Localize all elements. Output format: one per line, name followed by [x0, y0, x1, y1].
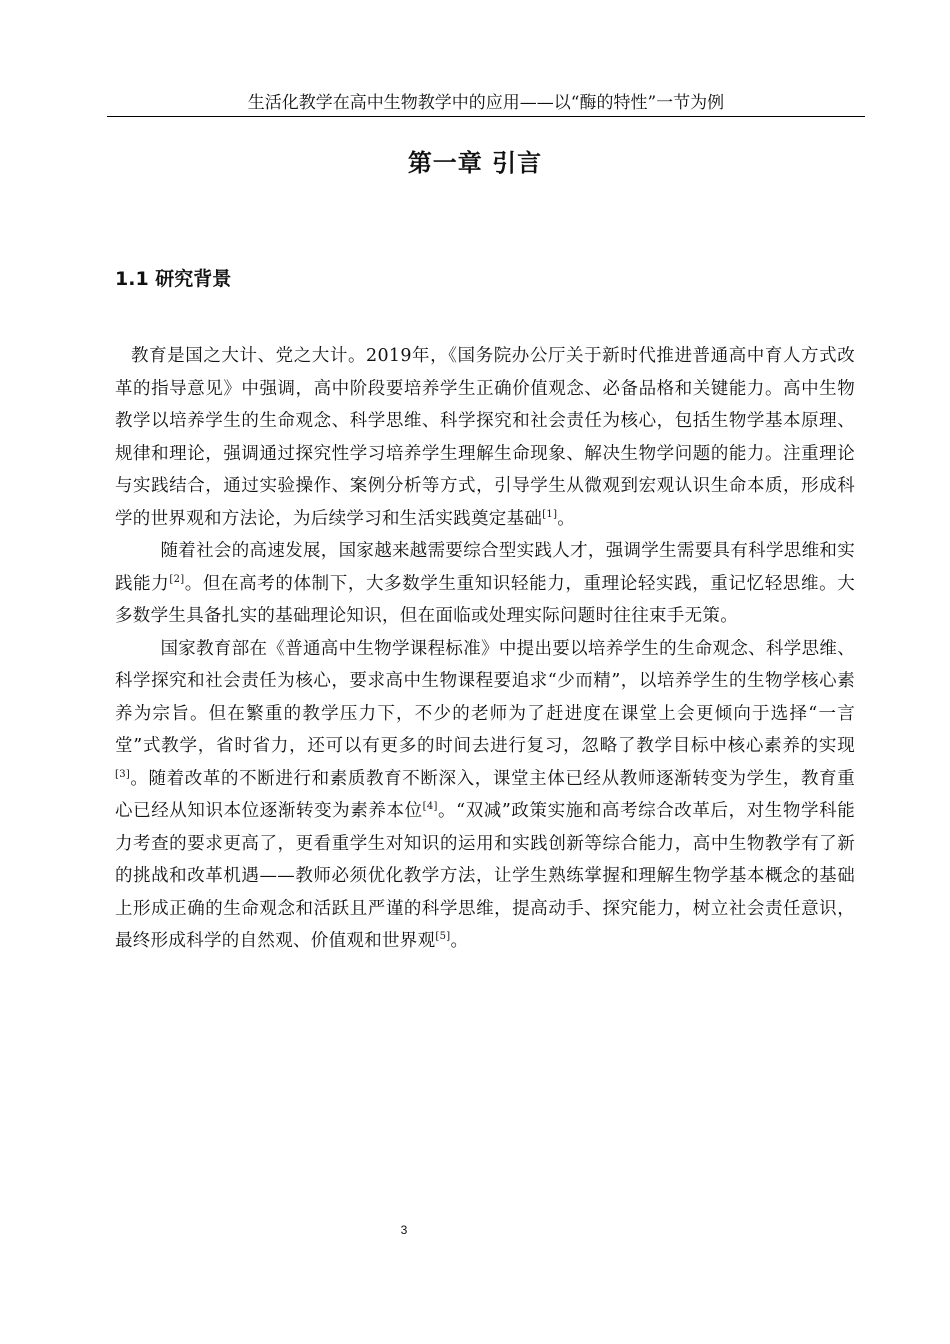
citation-2: [2]: [169, 573, 185, 585]
citation-5: [5]: [435, 931, 451, 942]
paragraph-1: [115, 340, 855, 535]
paragraph-2: [115, 535, 855, 633]
paragraph-3-tail: 。: [450, 931, 469, 951]
citation-4: [4]: [422, 801, 438, 812]
paragraph-2-tail: 。但在高考的体制下，大多数学生重知识轻能力，重理论轻实践，重记忆轻思维。大多数学生具备扎实的基础理论知识，但在面临或处理实际问题时往往束手无策。: [115, 573, 855, 626]
running-header-title: 生活化教学在高中生物教学中的应用——以“酶的特性”一节为例: [247, 93, 725, 113]
page-number: 3: [400, 1223, 408, 1237]
running-header: [107, 92, 865, 117]
body-text: [115, 340, 855, 958]
chapter-title: 第一章 引言: [407, 149, 543, 177]
paragraph-3-text: 国家教育部在《普通高中生物学课程标准》中提出要以培养学生的生命观念、科学思维、科学探究和社会责任为核心，要求高中生物课程要追求“少而精”，以培养学生的生物学核心素养为宗旨。但在繁重的教学压力下，不少的老师为了赶进度在课堂上会更倾向于选择“一言堂”式教学，省时省力，还可以有更多的时间去进行复习，忽略了教学目标中核心素养的实现: [115, 638, 855, 756]
paragraph-2-text: 随着社会的高速发展，国家越来越需要综合型实践人才，强调学生需要具有科学思维和实践能力: [115, 541, 855, 594]
paragraph-3-mid2: 。“双减”政策实施和高考综合改革后，对生物学科能力考查的要求更高了，更看重学生对知识的运用和实践创新等综合能力，高中生物教学有了新的挑战和改革机遇——教师必须优化教学方法，让学生熟练掌握和理解生物学基本概念的基础上形成正确的生命观念和活跃且严谨的科学思维，提高动手、探究能力，树立社会责任意识，最终形成科学的自然观、价值观和世界观: [115, 801, 855, 951]
citation-3: [3]: [115, 768, 131, 780]
paragraph-3-mid: 。随着改革的不断进行和素质教育不断深入，课堂主体已经从教师逐渐转变为学生，教育重心已经从知识本位逐渐转变为素养本位: [115, 768, 855, 821]
paragraph-3: [115, 633, 855, 958]
section-title: 1.1 研究背景: [115, 268, 232, 290]
paragraph-1-tail: 。: [557, 508, 576, 529]
paragraph-1-text: 教育是国之大计、党之大计。2019年，《国务院办公厅关于新时代推进普通高中育人方式改革的指导意见》中强调，高中阶段要培养学生正确价值观念、必备品格和关键能力。高中生物教学以培养学生的生命观念、科学思维、科学探究和社会责任为核心，包括生物学基本原理、规律和理论，强调通过探究性学习培养学生理解生命现象、解决生物学问题的能力。注重理论与实践结合，通过实验操作、案例分析等方式，引导学生从微观到宏观认识生命本质，形成科学的世界观和方法论，为后续学习和生活实践奠定基础: [115, 346, 855, 529]
citation-1: [1]: [542, 508, 558, 520]
